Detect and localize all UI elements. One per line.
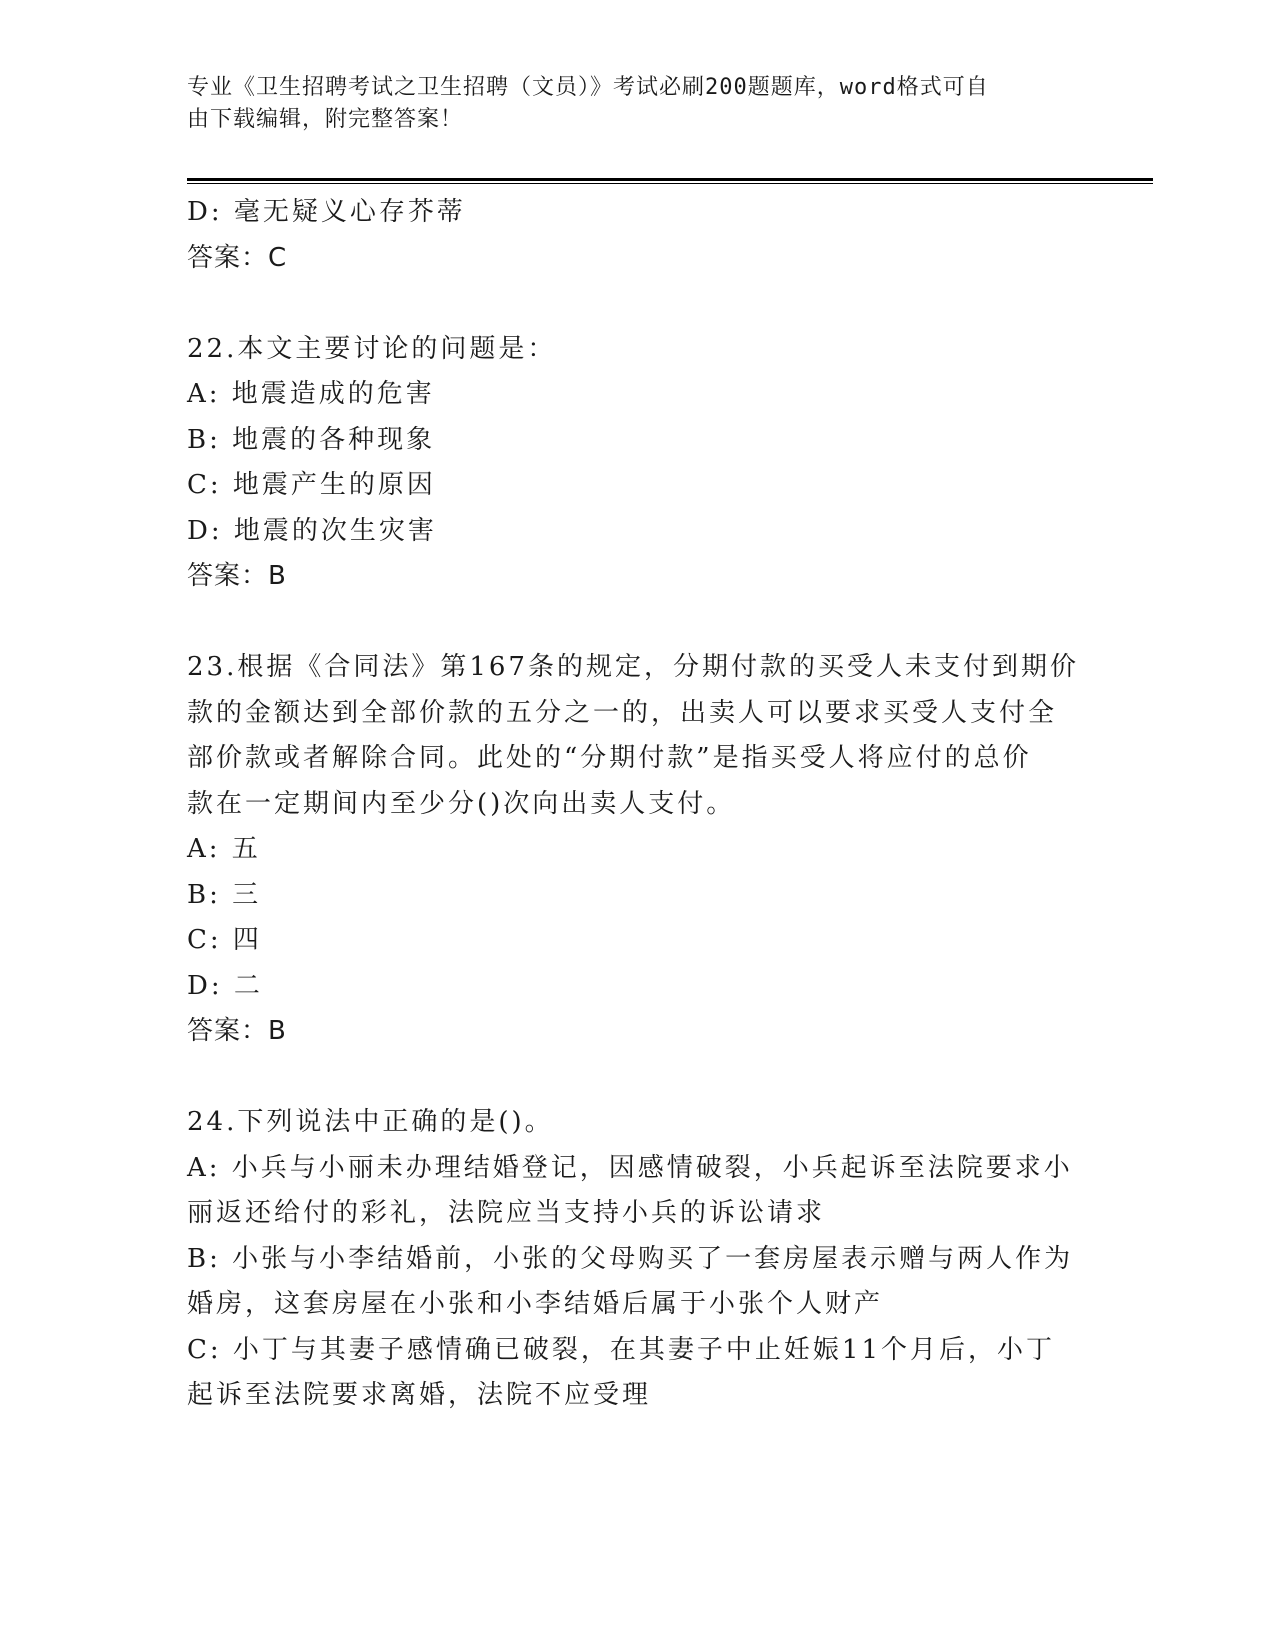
q23-answer: 答案：B xyxy=(187,1016,287,1046)
q23-option-b: B: 三 xyxy=(187,879,262,910)
q22-option-a: A: 地震造成的危害 xyxy=(187,379,435,409)
q24-option-c-line-2: 起诉至法院要求离婚，法院不应受理 xyxy=(187,1380,652,1410)
q22-answer: 答案：B xyxy=(187,561,287,591)
q22-option-c: C: 地震产生的原因 xyxy=(187,470,436,500)
q24-option-a-line-2: 丽返还给付的彩礼，法院应当支持小兵的诉讼请求 xyxy=(187,1198,826,1228)
q23-option-d: D: 二 xyxy=(187,970,263,1001)
q21-option-d: D: 毫无疑义心存芥蒂 xyxy=(187,197,466,227)
document-header xyxy=(187,72,1067,136)
q24-stem: 24.下列说法中正确的是()。 xyxy=(187,1107,554,1137)
q23-stem-line-4: 款在一定期间内至少分()次向出卖人支付。 xyxy=(187,788,736,819)
header-line-1: 专业《卫生招聘考试之卫生招聘（文员）》考试必刷200题题库，word格式可自 xyxy=(187,75,989,100)
header-rule-thin xyxy=(187,183,1153,184)
q21-answer: 答案：C xyxy=(187,242,288,273)
q23-stem-line-3: 部价款或者解除合同。此处的“分期付款”是指买受人将应付的总价 xyxy=(187,743,1032,773)
q22-option-d: D: 地震的次生灾害 xyxy=(187,515,437,546)
q23-stem-line-1: 23.根据《合同法》第167条的规定，分期付款的买受人未支付到期价 xyxy=(187,652,1079,682)
spacer xyxy=(187,600,1077,646)
q23-option-a: A: 五 xyxy=(187,834,261,864)
q22-option-b: B: 地震的各种现象 xyxy=(187,424,436,455)
q24-option-c-line-1: C: 小丁与其妻子感情确已破裂，在其妻子中止妊娠11个月后，小丁 xyxy=(187,1334,1056,1365)
q24-option-b-line-2: 婚房，这套房屋在小张和小李结婚后属于小张个人财产 xyxy=(187,1289,884,1319)
q24-option-b-line-1: B: 小张与小李结婚前，小张的父母购买了一套房屋表示赠与两人作为 xyxy=(187,1243,1074,1274)
spacer xyxy=(187,281,1077,327)
q22-stem: 22.本文主要讨论的问题是： xyxy=(187,333,557,364)
q23-stem-line-2: 款的金额达到全部价款的五分之一的，出卖人可以要求买受人支付全 xyxy=(187,697,1058,728)
spacer xyxy=(187,1055,1077,1101)
q24-option-a-line-1: A: 小兵与小丽未办理结婚登记，因感情破裂，小兵起诉至法院要求小 xyxy=(187,1152,1073,1183)
header-rule-thick xyxy=(187,178,1153,181)
header-line-2: 由下载编辑，附完整答案！ xyxy=(187,107,464,132)
question-content xyxy=(187,190,1077,1419)
q23-option-c: C: 四 xyxy=(187,925,262,955)
